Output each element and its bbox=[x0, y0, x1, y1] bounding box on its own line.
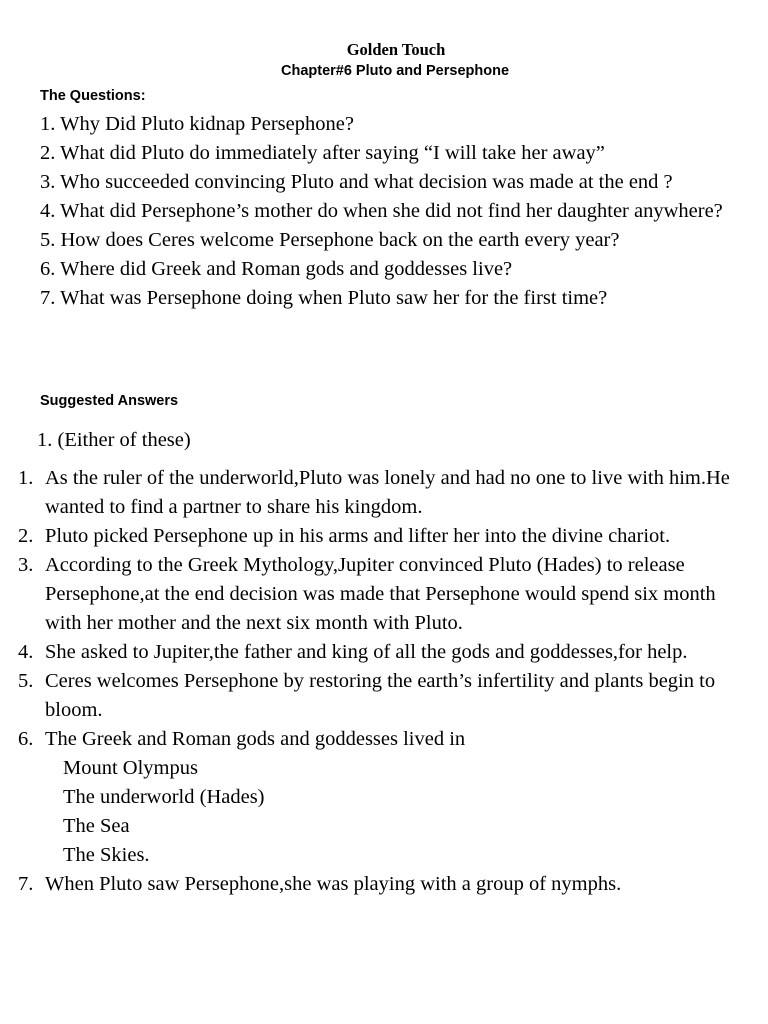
chapter-subtitle: Chapter#6 Pluto and Persephone bbox=[280, 63, 510, 79]
answer-number: 4. bbox=[18, 641, 34, 663]
location-item: The Skies. bbox=[63, 844, 150, 866]
answer-text: As the ruler of the underworld,Pluto was lonely and had no one to live with him.He wanted to find a partner to share his kingdom. bbox=[45, 467, 730, 518]
answer-item bbox=[0, 464, 768, 522]
answer-text: She asked to Jupiter,the father and king of all the gods and goddesses,for help. bbox=[45, 641, 688, 663]
question-item: 7. What was Persephone doing when Pluto saw her for the first time? bbox=[40, 287, 608, 309]
answers-heading: Suggested Answers bbox=[40, 393, 179, 409]
answer-number: 7. bbox=[18, 873, 34, 895]
question-item: 5. How does Ceres welcome Persephone back on the earth every year? bbox=[40, 229, 620, 251]
answer-item bbox=[0, 667, 768, 725]
location-item: The underworld (Hades) bbox=[63, 786, 265, 808]
answer-item bbox=[0, 551, 768, 638]
answer-text: The Greek and Roman gods and goddesses lived in bbox=[45, 728, 466, 750]
answer-text: When Pluto saw Persephone,she was playing with a group of nymphs. bbox=[45, 873, 622, 895]
answer-number: 6. bbox=[18, 728, 34, 750]
either-note: 1. (Either of these) bbox=[37, 429, 191, 451]
answer-text: Ceres welcomes Persephone by restoring the earth’s infertility and plants begin to bloom. bbox=[45, 670, 716, 721]
answer-number: 5. bbox=[18, 670, 34, 692]
answer-text: Pluto picked Persephone up in his arms and lifter her into the divine chariot. bbox=[45, 525, 671, 547]
question-item: 6. Where did Greek and Roman gods and goddesses live? bbox=[40, 258, 513, 280]
answer-number: 2. bbox=[18, 525, 34, 547]
question-item: 1. Why Did Pluto kidnap Persephone? bbox=[40, 113, 354, 135]
questions-list bbox=[40, 110, 760, 313]
question-item: 4. What did Persephone’s mother do when she did not find her daughter anywhere? bbox=[40, 200, 723, 222]
answers-list bbox=[0, 464, 768, 899]
answer-item bbox=[0, 522, 768, 551]
location-item: Mount Olympus bbox=[63, 757, 198, 779]
answer-number: 3. bbox=[18, 554, 34, 576]
questions-heading: The Questions: bbox=[40, 88, 146, 104]
document-title: Golden Touch bbox=[346, 40, 446, 59]
answer-item bbox=[0, 725, 768, 870]
location-item: The Sea bbox=[63, 815, 130, 837]
answer-item bbox=[0, 638, 768, 667]
answer-number: 1. bbox=[18, 467, 34, 489]
question-item: 3. Who succeeded convincing Pluto and what decision was made at the end ? bbox=[40, 171, 673, 193]
answer-item bbox=[0, 870, 768, 899]
question-item: 2. What did Pluto do immediately after saying “I will take her away” bbox=[40, 142, 605, 164]
answer-text: According to the Greek Mythology,Jupiter convinced Pluto (Hades) to release Persephone,at the end decision was made that Persephone would spend six month with her mother and the next six month with Pluto. bbox=[45, 554, 716, 634]
